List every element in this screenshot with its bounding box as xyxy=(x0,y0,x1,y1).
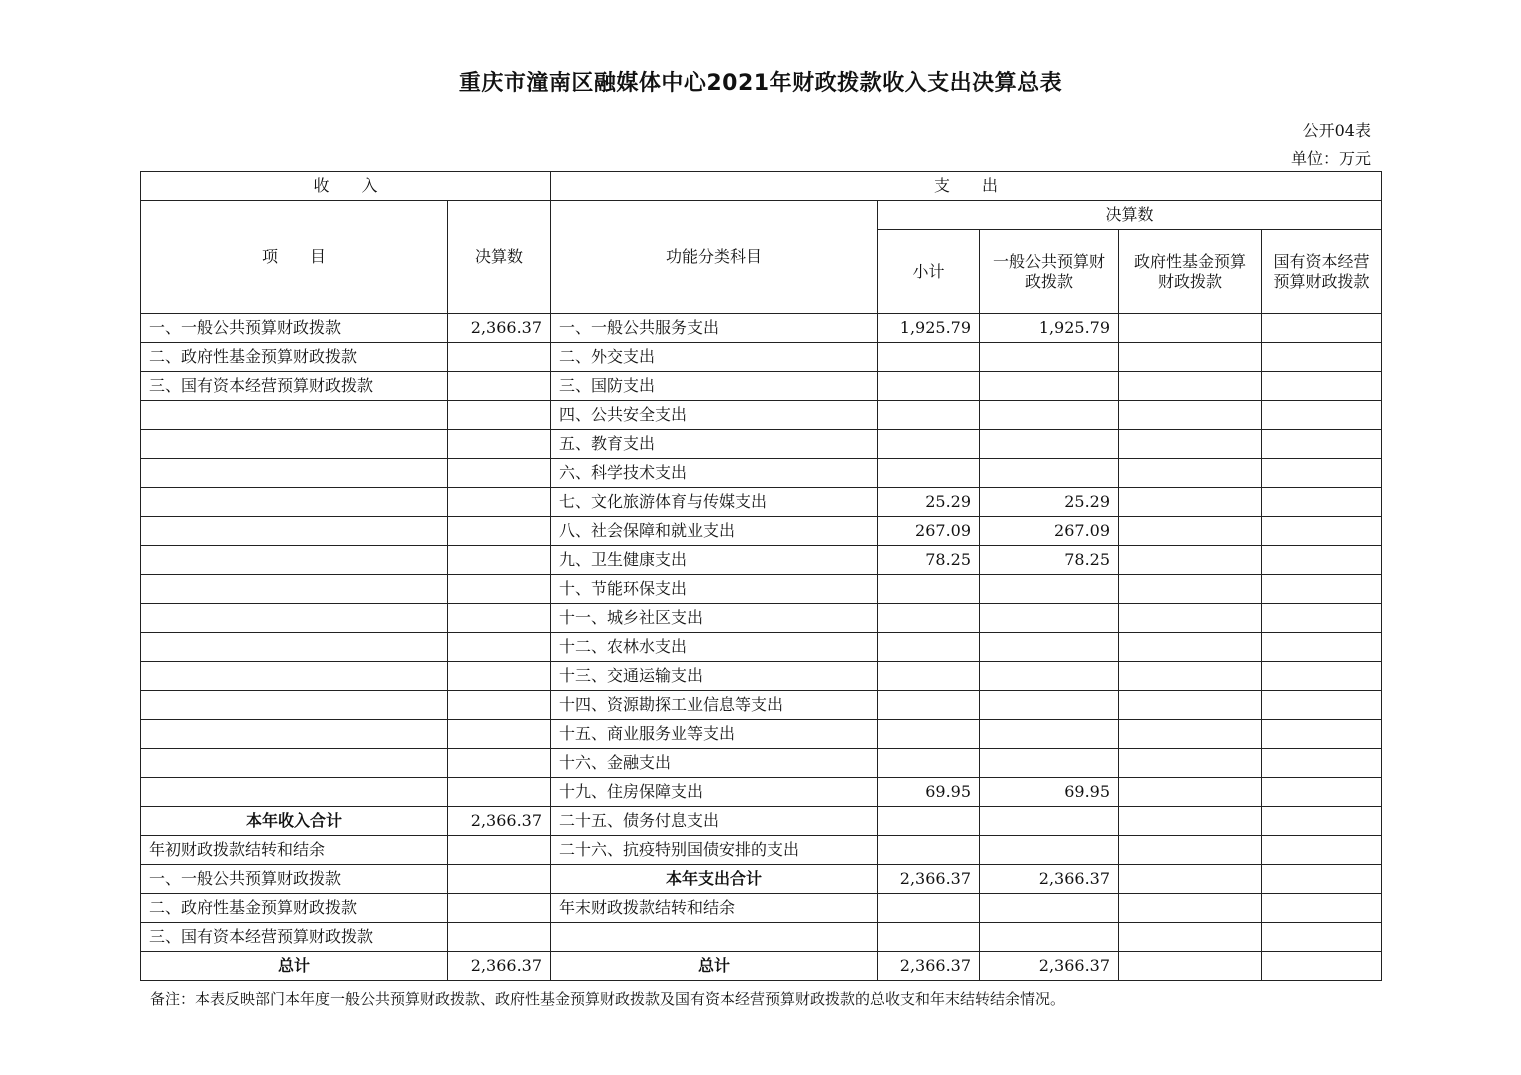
state-capital-cell xyxy=(1262,894,1382,923)
general-budget-cell: 267.09 xyxy=(980,517,1119,546)
expense-item-cell: 十、节能环保支出 xyxy=(551,575,878,604)
income-amount-cell xyxy=(448,720,551,749)
income-item-cell xyxy=(141,401,448,430)
state-capital-cell xyxy=(1262,662,1382,691)
financial-table xyxy=(140,171,1382,981)
state-capital-cell xyxy=(1262,430,1382,459)
subtotal-cell: 69.95 xyxy=(878,778,980,807)
item-header: 项 目 xyxy=(141,201,448,314)
income-item-cell xyxy=(141,459,448,488)
table-row xyxy=(141,314,1382,343)
expense-item-cell: 二十五、债务付息支出 xyxy=(551,807,878,836)
income-item-cell: 一、一般公共预算财政拨款 xyxy=(141,314,448,343)
function-class-header: 功能分类科目 xyxy=(551,201,878,314)
gov-fund-cell xyxy=(1119,546,1262,575)
gov-fund-cell xyxy=(1119,517,1262,546)
expense-header: 支 出 xyxy=(551,172,1382,201)
subtotal-cell xyxy=(878,662,980,691)
general-budget-cell: 1,925.79 xyxy=(980,314,1119,343)
expense-item-cell: 十一、城乡社区支出 xyxy=(551,604,878,633)
expense-item-cell: 十五、商业服务业等支出 xyxy=(551,720,878,749)
subtotal-cell xyxy=(878,430,980,459)
income-item-cell: 本年收入合计 xyxy=(141,807,448,836)
income-item-cell xyxy=(141,778,448,807)
income-amount-cell xyxy=(448,430,551,459)
table-row xyxy=(141,546,1382,575)
expense-item-cell: 五、教育支出 xyxy=(551,430,878,459)
subtotal-cell xyxy=(878,836,980,865)
general-budget-cell: 69.95 xyxy=(980,778,1119,807)
state-capital-cell xyxy=(1262,517,1382,546)
income-item-cell xyxy=(141,633,448,662)
gov-fund-cell xyxy=(1119,604,1262,633)
subtotal-cell xyxy=(878,343,980,372)
state-capital-cell xyxy=(1262,807,1382,836)
income-item-cell xyxy=(141,430,448,459)
table-row xyxy=(141,459,1382,488)
expense-item-cell: 十三、交通运输支出 xyxy=(551,662,878,691)
income-item-cell: 三、国有资本经营预算财政拨款 xyxy=(141,372,448,401)
state-capital-cell xyxy=(1262,952,1382,981)
income-amount-cell xyxy=(448,894,551,923)
state-capital-cell xyxy=(1262,865,1382,894)
gov-fund-header: 政府性基金预算财政拨款 xyxy=(1119,230,1262,314)
general-budget-cell xyxy=(980,604,1119,633)
income-item-cell: 二、政府性基金预算财政拨款 xyxy=(141,343,448,372)
expense-item-cell: 六、科学技术支出 xyxy=(551,459,878,488)
table-row xyxy=(141,720,1382,749)
income-amount-cell: 2,366.37 xyxy=(448,314,551,343)
table-row xyxy=(141,836,1382,865)
state-capital-cell xyxy=(1262,343,1382,372)
subtotal-cell: 1,925.79 xyxy=(878,314,980,343)
state-capital-cell xyxy=(1262,749,1382,778)
expense-item-cell: 八、社会保障和就业支出 xyxy=(551,517,878,546)
subtotal-cell xyxy=(878,575,980,604)
income-amount-cell xyxy=(448,546,551,575)
gov-fund-cell xyxy=(1119,343,1262,372)
subtotal-cell: 267.09 xyxy=(878,517,980,546)
income-amount-cell xyxy=(448,633,551,662)
state-capital-cell xyxy=(1262,459,1382,488)
gov-fund-cell xyxy=(1119,836,1262,865)
state-capital-cell xyxy=(1262,720,1382,749)
state-capital-cell xyxy=(1262,691,1382,720)
gov-fund-cell xyxy=(1119,459,1262,488)
state-capital-cell xyxy=(1262,546,1382,575)
income-amount-cell xyxy=(448,923,551,952)
income-item-cell xyxy=(141,517,448,546)
income-item-cell: 年初财政拨款结转和结余 xyxy=(141,836,448,865)
expense-item-cell: 三、国防支出 xyxy=(551,372,878,401)
header-row-2 xyxy=(141,201,1382,230)
gov-fund-cell xyxy=(1119,749,1262,778)
gov-fund-cell xyxy=(1119,865,1262,894)
gov-fund-cell xyxy=(1119,952,1262,981)
income-amount-cell xyxy=(448,372,551,401)
income-item-cell xyxy=(141,691,448,720)
income-item-cell xyxy=(141,575,448,604)
general-budget-cell: 2,366.37 xyxy=(980,865,1119,894)
expense-item-cell: 十九、住房保障支出 xyxy=(551,778,878,807)
expense-item-cell: 十二、农林水支出 xyxy=(551,633,878,662)
unit-label: 单位：万元 xyxy=(1290,149,1371,168)
gov-fund-cell xyxy=(1119,662,1262,691)
subtotal-cell xyxy=(878,691,980,720)
income-amount-cell xyxy=(448,749,551,778)
gov-fund-cell xyxy=(1119,633,1262,662)
subtotal-cell xyxy=(878,720,980,749)
income-item-cell xyxy=(141,720,448,749)
table-row xyxy=(141,575,1382,604)
settlement-header: 决算数 xyxy=(878,201,1382,230)
general-budget-cell xyxy=(980,662,1119,691)
gov-fund-cell xyxy=(1119,575,1262,604)
subtotal-cell xyxy=(878,749,980,778)
table-row xyxy=(141,865,1382,894)
table-row xyxy=(141,894,1382,923)
general-budget-cell xyxy=(980,691,1119,720)
general-budget-cell xyxy=(980,401,1119,430)
gov-fund-cell xyxy=(1119,372,1262,401)
expense-item-cell: 四、公共安全支出 xyxy=(551,401,878,430)
subtotal-cell xyxy=(878,894,980,923)
subtotal-cell: 2,366.37 xyxy=(878,952,980,981)
subtotal-cell xyxy=(878,459,980,488)
general-budget-cell: 25.29 xyxy=(980,488,1119,517)
gov-fund-cell xyxy=(1119,923,1262,952)
income-item-cell xyxy=(141,488,448,517)
subtotal-cell: 78.25 xyxy=(878,546,980,575)
table-row xyxy=(141,952,1382,981)
general-budget-cell: 78.25 xyxy=(980,546,1119,575)
income-item-cell xyxy=(141,604,448,633)
state-capital-cell xyxy=(1262,633,1382,662)
expense-item-cell: 十四、资源勘探工业信息等支出 xyxy=(551,691,878,720)
gov-fund-cell xyxy=(1119,488,1262,517)
income-header: 收 入 xyxy=(141,172,551,201)
income-item-cell: 总计 xyxy=(141,952,448,981)
state-capital-cell xyxy=(1262,488,1382,517)
expense-item-cell: 一、一般公共服务支出 xyxy=(551,314,878,343)
gov-fund-cell xyxy=(1119,430,1262,459)
income-amount-cell xyxy=(448,604,551,633)
subtotal-cell xyxy=(878,372,980,401)
expense-item-cell: 七、文化旅游体育与传媒支出 xyxy=(551,488,878,517)
page-title: 重庆市潼南区融媒体中心2021年财政拨款收入支出决算总表 xyxy=(458,71,1063,96)
gov-fund-cell xyxy=(1119,401,1262,430)
general-budget-cell xyxy=(980,923,1119,952)
gov-fund-cell xyxy=(1119,807,1262,836)
subtotal-cell: 25.29 xyxy=(878,488,980,517)
income-amount-cell: 2,366.37 xyxy=(448,952,551,981)
table-row xyxy=(141,633,1382,662)
table-row xyxy=(141,778,1382,807)
income-amount-cell xyxy=(448,778,551,807)
gov-fund-cell xyxy=(1119,894,1262,923)
income-item-cell: 二、政府性基金预算财政拨款 xyxy=(141,894,448,923)
general-budget-header: 一般公共预算财政拨款 xyxy=(980,230,1119,314)
state-capital-cell xyxy=(1262,372,1382,401)
income-amount-cell xyxy=(448,691,551,720)
subtotal-cell xyxy=(878,633,980,662)
expense-item-cell: 九、卫生健康支出 xyxy=(551,546,878,575)
subtotal-cell xyxy=(878,807,980,836)
income-item-cell: 一、一般公共预算财政拨款 xyxy=(141,865,448,894)
expense-item-cell: 二、外交支出 xyxy=(551,343,878,372)
table-row xyxy=(141,691,1382,720)
subtotal-cell xyxy=(878,604,980,633)
income-item-cell xyxy=(141,662,448,691)
expense-item-cell: 总计 xyxy=(551,952,878,981)
state-capital-cell xyxy=(1262,778,1382,807)
general-budget-cell xyxy=(980,430,1119,459)
table-row xyxy=(141,488,1382,517)
state-capital-header: 国有资本经营预算财政拨款 xyxy=(1262,230,1382,314)
gov-fund-cell xyxy=(1119,778,1262,807)
income-amount-cell: 2,366.37 xyxy=(448,807,551,836)
income-amount-cell xyxy=(448,401,551,430)
table-row xyxy=(141,401,1382,430)
gov-fund-cell xyxy=(1119,691,1262,720)
subtotal-cell: 2,366.37 xyxy=(878,865,980,894)
table-row xyxy=(141,517,1382,546)
general-budget-cell xyxy=(980,633,1119,662)
income-amount-cell xyxy=(448,836,551,865)
expense-item-cell xyxy=(551,923,878,952)
general-budget-cell xyxy=(980,459,1119,488)
income-item-cell xyxy=(141,546,448,575)
income-amount-cell xyxy=(448,662,551,691)
general-budget-cell xyxy=(980,575,1119,604)
gov-fund-cell xyxy=(1119,720,1262,749)
income-amount-cell xyxy=(448,575,551,604)
general-budget-cell xyxy=(980,836,1119,865)
state-capital-cell xyxy=(1262,923,1382,952)
table-row xyxy=(141,430,1382,459)
income-amount-cell xyxy=(448,517,551,546)
general-budget-cell xyxy=(980,372,1119,401)
footnote: 备注：本表反映部门本年度一般公共预算财政拨款、政府性基金预算财政拨款及国有资本经营预算财政拨款的总收支和年末结转结余情况。 xyxy=(150,990,1066,1008)
state-capital-cell xyxy=(1262,604,1382,633)
header-row-1 xyxy=(141,172,1382,201)
state-capital-cell xyxy=(1262,314,1382,343)
table-row xyxy=(141,604,1382,633)
subtotal-header: 小计 xyxy=(878,230,980,314)
table-row xyxy=(141,807,1382,836)
state-capital-cell xyxy=(1262,836,1382,865)
general-budget-cell xyxy=(980,894,1119,923)
table-row xyxy=(141,343,1382,372)
expense-item-cell: 年末财政拨款结转和结余 xyxy=(551,894,878,923)
table-row xyxy=(141,749,1382,778)
general-budget-cell xyxy=(980,749,1119,778)
income-item-cell: 三、国有资本经营预算财政拨款 xyxy=(141,923,448,952)
expense-item-cell: 十六、金融支出 xyxy=(551,749,878,778)
table-row xyxy=(141,923,1382,952)
income-amount-cell xyxy=(448,343,551,372)
general-budget-cell: 2,366.37 xyxy=(980,952,1119,981)
subtotal-cell xyxy=(878,401,980,430)
state-capital-cell xyxy=(1262,575,1382,604)
general-budget-cell xyxy=(980,807,1119,836)
income-amount-cell xyxy=(448,488,551,517)
expense-item-cell: 二十六、抗疫特别国债安排的支出 xyxy=(551,836,878,865)
amount-header: 决算数 xyxy=(448,201,551,314)
expense-item-cell: 本年支出合计 xyxy=(551,865,878,894)
subtotal-cell xyxy=(878,923,980,952)
general-budget-cell xyxy=(980,720,1119,749)
table-row xyxy=(141,372,1382,401)
income-amount-cell xyxy=(448,865,551,894)
form-number: 公开04表 xyxy=(1302,121,1371,140)
state-capital-cell xyxy=(1262,401,1382,430)
income-amount-cell xyxy=(448,459,551,488)
income-item-cell xyxy=(141,749,448,778)
gov-fund-cell xyxy=(1119,314,1262,343)
table-row xyxy=(141,662,1382,691)
general-budget-cell xyxy=(980,343,1119,372)
